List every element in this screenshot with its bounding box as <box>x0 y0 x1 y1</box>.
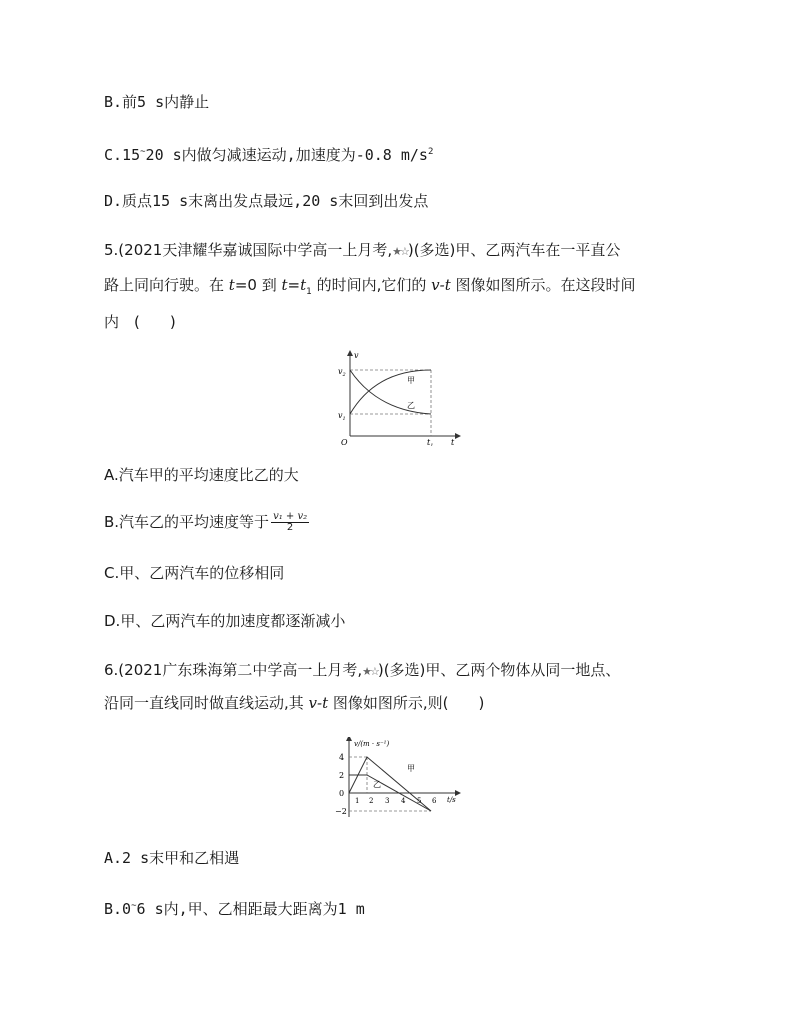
q6-option-b <box>104 896 365 919</box>
q5-stem-text2b: 的时间内,它们的 <box>311 276 432 294</box>
q5-label-v1: $v_1$ <box>338 411 346 422</box>
q5-option-b-fraction <box>271 512 309 533</box>
q5-stem-line2 <box>104 275 636 302</box>
q6-source: 6.(2021广东珠海第二中学高一上月考, <box>104 661 363 679</box>
q5-eq0: =0 到 <box>234 276 282 294</box>
q5-vt: v-t <box>431 276 451 294</box>
q5-option-a: A.汽车甲的平均速度比乙的大 <box>104 466 299 484</box>
q6-t-axis-arrow-icon <box>455 790 461 796</box>
q6-y-tick-4: 4 <box>339 753 345 762</box>
q5-source: 5.(2021天津耀华嘉诚国际中学高一上月考, <box>104 241 393 259</box>
q5-stem-text2a: 路上同向行驶。在 <box>104 276 229 294</box>
q5-fraction-numerator: v₁ + v₂ <box>273 511 308 522</box>
q6-y-tick-neg2: −2 <box>335 807 347 816</box>
q6-option-a: A.2 s末甲和乙相遇 <box>104 849 240 867</box>
q5-curve-jia <box>350 370 431 414</box>
q6-x-tick-1: 1 <box>355 797 360 805</box>
q6-stem-text1: )(多选)甲、乙两个物体从同一地点、 <box>377 661 621 679</box>
q6-x-tick-6: 6 <box>432 797 437 805</box>
q4-option-c <box>104 142 433 165</box>
q5-v-axis-arrow-icon <box>347 350 353 356</box>
q6-x-tick-5: 5 <box>417 797 422 805</box>
q5-stem-text1: )(多选)甲、乙两汽车在一平直公 <box>407 241 621 259</box>
q4-option-c-exponent: 2 <box>427 147 434 157</box>
q5-option-c: C.甲、乙两汽车的位移相同 <box>104 564 285 582</box>
q5-vt-graph <box>335 350 465 446</box>
q5-stem-line1 <box>104 240 620 262</box>
q5-option-b <box>104 512 309 533</box>
q5-label-t1: $t_1$ <box>427 438 434 446</box>
q6-option-b-tilde: ~ <box>131 901 137 911</box>
q6-stem-text2a: 沿同一直线同时做直线运动,其 <box>104 694 309 712</box>
q5-label-v2: $v_2$ <box>338 367 346 378</box>
q4-option-b: B.前5 s内静止 <box>104 93 210 111</box>
q5-label-origin: O <box>341 438 348 446</box>
q5-label-jia: 甲 <box>407 376 415 385</box>
q6-label-y-axis: v/(m · s⁻¹) <box>354 740 390 748</box>
q6-vt: v-t <box>308 694 329 712</box>
q4-option-c-tilde: ~ <box>140 147 146 157</box>
q6-x-tick-3: 3 <box>385 797 390 805</box>
q5-option-b-text: B.汽车乙的平均速度等于 <box>104 513 270 531</box>
q6-option-b-text: 6 s内,甲、乙相距最大距离为1 m <box>136 900 365 918</box>
q5-option-d: D.甲、乙两汽车的加速度都逐渐减小 <box>104 612 346 630</box>
q5-var-t3: t <box>300 276 307 294</box>
q5-label-yi: 乙 <box>407 401 415 410</box>
q5-fraction-denominator: 2 <box>286 522 294 533</box>
q4-option-c-prefix: C.15 <box>104 146 141 164</box>
q6-stem-line2 <box>104 693 484 713</box>
q6-x-tick-2: 2 <box>369 797 374 805</box>
q5-eq1: = <box>287 276 301 294</box>
q4-option-d: D.质点15 s末离出发点最远,20 s末回到出发点 <box>104 192 429 210</box>
q6-v-axis-arrow-icon <box>346 737 352 741</box>
q5-label-v-axis: v <box>354 351 359 360</box>
q6-y-tick-2: 2 <box>339 771 345 780</box>
q6-label-jia: 甲 <box>407 764 415 773</box>
q5-curve-yi <box>350 370 431 414</box>
q5-label-t-axis: t <box>451 438 455 446</box>
q6-x-tick-4: 4 <box>401 797 406 805</box>
q5-var-t: t <box>228 276 235 294</box>
q6-option-b-prefix: B.0 <box>104 900 132 918</box>
difficulty-stars-icon: ★☆ <box>362 665 378 678</box>
q6-stem-line1 <box>104 660 620 682</box>
q6-vt-graph <box>335 737 465 819</box>
q5-t-axis-arrow-icon <box>455 433 461 439</box>
q6-y-tick-0: 0 <box>339 789 345 798</box>
q5-t1-sub: 1 <box>306 287 312 297</box>
q6-stem-text2b: 图像如图所示,则( ) <box>328 694 485 712</box>
q4-option-c-text: 20 s内做匀减速运动,加速度为-0.8 m/s <box>145 146 428 164</box>
q6-label-x-axis: t/s <box>447 796 456 804</box>
difficulty-stars-icon: ★☆ <box>392 245 408 258</box>
q6-label-yi: 乙 <box>373 780 381 789</box>
q5-stem-text2c: 图像如图所示。在这段时间 <box>450 276 636 294</box>
q5-stem-line3: 内 ( ) <box>104 313 176 331</box>
q5-var-t2: t <box>281 276 288 294</box>
